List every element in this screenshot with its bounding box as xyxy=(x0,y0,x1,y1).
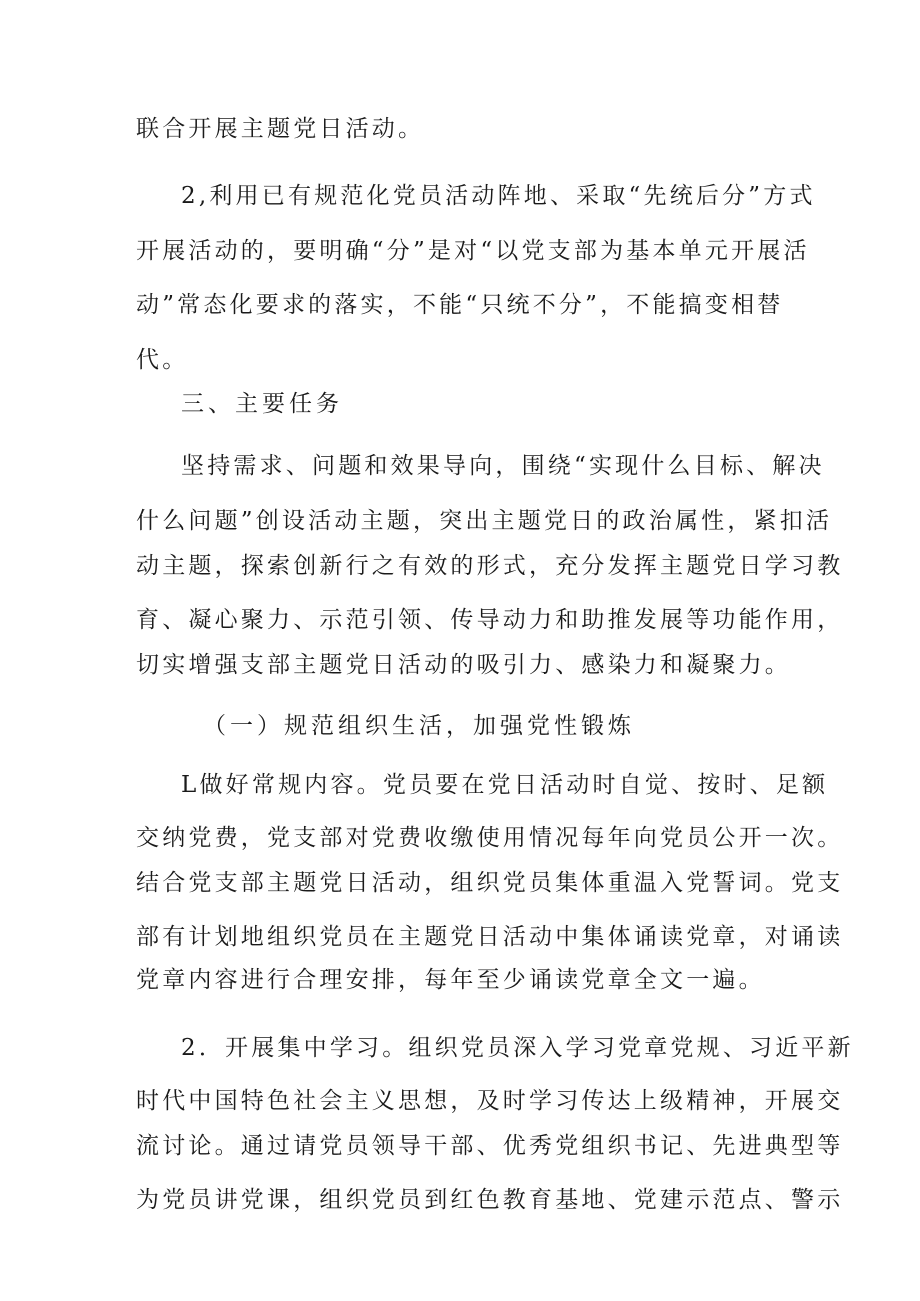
paragraph-line: 时代中国特色社会主义思想，及时学习传达上级精神，开展交 xyxy=(136,1088,844,1114)
subsection-heading: （一）规范组织生活，加强党性锻炼 xyxy=(203,713,635,739)
section-heading: 三、主要任务 xyxy=(181,391,343,417)
paragraph-line: L做好常规内容。党员要在党日活动时自觉、按时、足额 xyxy=(181,772,829,798)
paragraph-line: 育、凝心聚力、示范引领、传导动力和助推发展等功能作用， xyxy=(136,607,844,633)
paragraph-line: 什么问题”创设活动主题，突出主题党日的政治属性，紧扣活 xyxy=(136,508,833,534)
paragraph-line: 代。 xyxy=(136,347,189,373)
paragraph-line: 动主题，探索创新行之有效的形式，充分发挥主题党日学习教 xyxy=(136,553,844,579)
paragraph-line: 部有计划地组织党员在主题党日活动中集体诵读党章，对诵读 xyxy=(136,924,844,950)
paragraph-line: 为党员讲党课，组织党员到红色教育基地、党建示范点、警示 xyxy=(136,1187,844,1213)
paragraph-line: 2．开展集中学习。组织党员深入学习党章党规、习近平新 xyxy=(181,1035,854,1061)
paragraph-line: 动”常态化要求的落实，不能“只统不分”，不能搞变相替 xyxy=(136,292,784,318)
paragraph-line: 联合开展主题党日活动。 xyxy=(136,116,425,142)
paragraph-line: 党章内容进行合理安排，每年至少诵读党章全文一遍。 xyxy=(136,967,765,993)
paragraph-line: 结合党支部主题党日活动，组织党员集体重温入党誓词。党支 xyxy=(136,870,844,896)
paragraph-line: 坚持需求、问题和效果导向，围绕“实现什么目标、解决 xyxy=(181,453,825,479)
paragraph-line: 开展活动的，要明确“分”是对“以党支部为基本单元开展活 xyxy=(136,238,810,264)
paragraph-line: 流讨论。通过请党员领导干部、优秀党组织书记、先进典型等 xyxy=(136,1133,844,1159)
paragraph-line: 交纳党费，党支部对党费收缴使用情况每年向党员公开一次。 xyxy=(136,825,844,851)
paragraph-line: 2,利用已有规范化党员活动阵地、采取“先统后分”方式 xyxy=(181,183,816,209)
paragraph-line: 切实增强支部主题党日活动的吸引力、感染力和凝聚力。 xyxy=(136,652,791,678)
